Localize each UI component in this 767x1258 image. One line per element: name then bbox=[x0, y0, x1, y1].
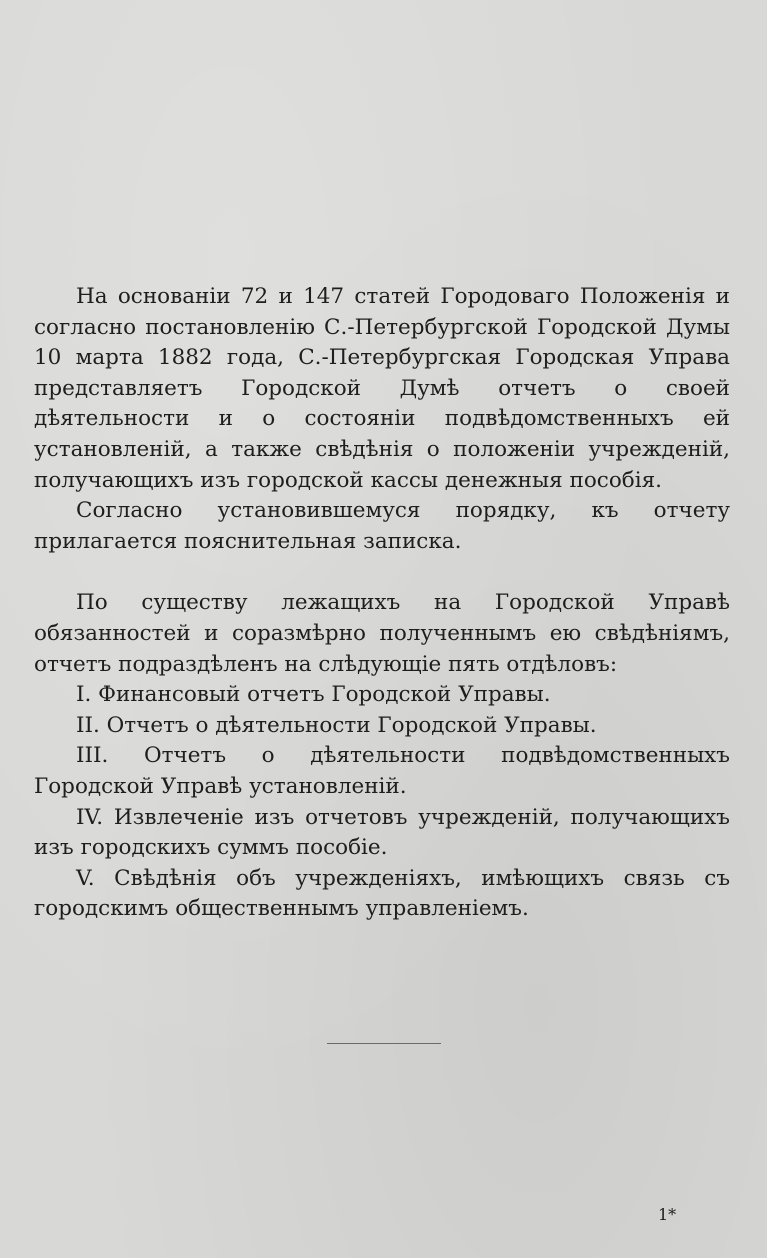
section-item-4: IV. Извлеченіе изъ отчетовъ учрежденій, получающихъ изъ городскихъ суммъ пособіе. bbox=[34, 804, 730, 861]
section-item-5: V. Свѣдѣнія объ учрежденіяхъ, имѣющихъ связь съ городскимъ общественнымъ управленіемъ. bbox=[34, 865, 730, 922]
intro-paragraph: На основаніи 72 и 147 статей Городоваго Положенія и согласно постановленію С.-Петербургской Городской Думы 10 марта 1882 года, С.-Петербургская Городская Управа представляетъ Городской Думѣ отчетъ о своей дѣятельности и о состояніи подвѣдомственныхъ ей установленій, а также свѣдѣнія о положеніи учрежденій, получающихъ изъ городской кассы денежныя пособія. bbox=[34, 284, 730, 493]
structure-paragraph: По существу лежащихъ на Городской Управѣ обязанностей и соразмѣрно полученнымъ ею свѣдѣніямъ, отчетъ подраздѣленъ на слѣдующіе пять отдѣловъ: bbox=[34, 590, 730, 677]
page-number: 1* bbox=[658, 1205, 677, 1224]
report-introduction bbox=[34, 282, 730, 925]
section-item-2: II. Отчетъ о дѣятельности Городской Управы. bbox=[76, 712, 597, 738]
appendix-note-paragraph: Согласно установившемуся порядку, къ отчету прилагается пояснительная записка. bbox=[34, 498, 730, 554]
section-item-1: I. Финансовый отчетъ Городской Управы. bbox=[76, 682, 551, 708]
section-item-3: III. Отчетъ о дѣятельности подвѣдомственныхъ Городской Управѣ установленій. bbox=[34, 743, 730, 799]
separator-rule bbox=[327, 1043, 441, 1044]
section-list bbox=[34, 680, 730, 925]
